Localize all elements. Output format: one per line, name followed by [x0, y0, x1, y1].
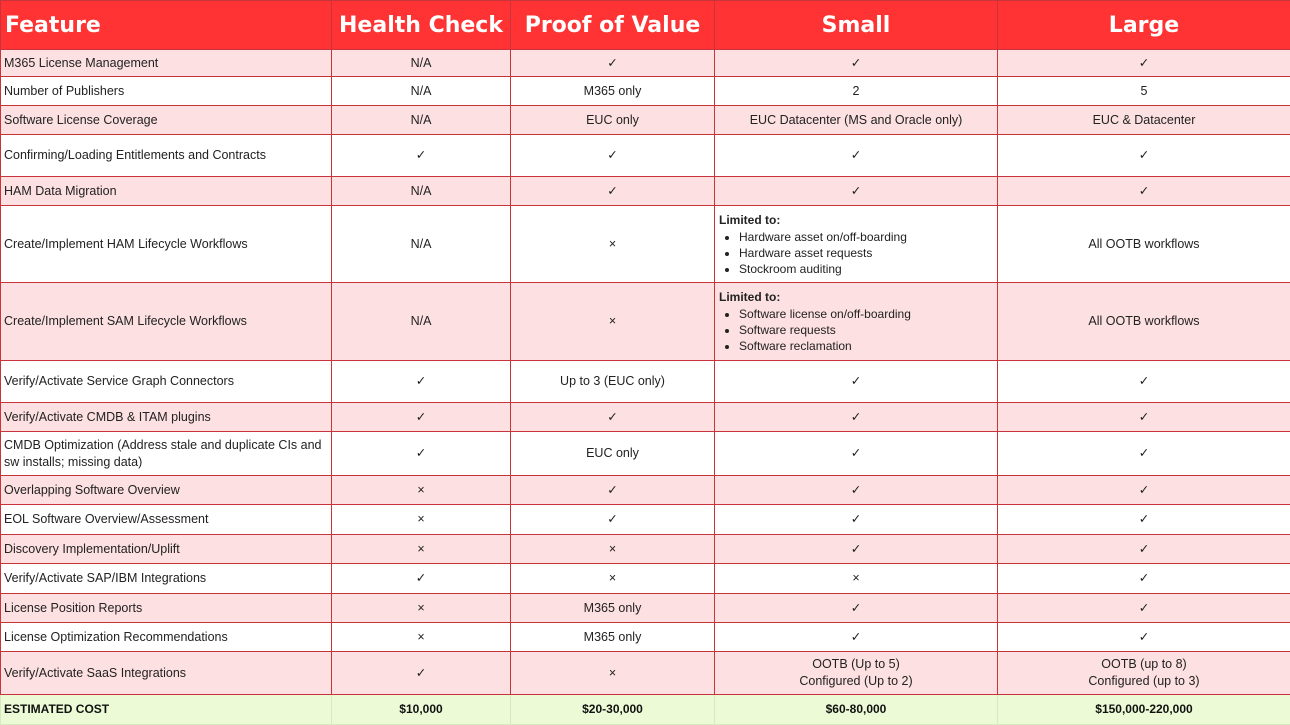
small-cell: ✓ [715, 177, 998, 206]
health-check-cell: N/A [332, 77, 511, 106]
feature-cell: License Position Reports [1, 594, 332, 623]
small-cell: OOTB (Up to 5) Configured (Up to 2) [715, 652, 998, 695]
list-item: • Hardware asset requests [739, 245, 993, 261]
small-cell: ✓ [715, 135, 998, 177]
large-cell: ✓ [998, 594, 1290, 623]
feature-cell: HAM Data Migration [1, 177, 332, 206]
table-row [1, 206, 1290, 283]
health-check-cell: N/A [332, 177, 511, 206]
small-cell: ✓ [715, 403, 998, 432]
small-cell: ✓ [715, 594, 998, 623]
feature-cell: Discovery Implementation/Uplift [1, 535, 332, 564]
header-row [1, 1, 1290, 50]
health-check-cell: N/A [332, 283, 511, 361]
large-cell: All OOTB workflows [998, 283, 1290, 361]
large-cell: OOTB (up to 8) Configured (up to 3) [998, 652, 1290, 695]
proof-of-value-cell: × [511, 564, 715, 594]
feature-cell: Confirming/Loading Entitlements and Contracts [1, 135, 332, 177]
health-check-cell: ✓ [332, 403, 511, 432]
proof-of-value-cell: M365 only [511, 594, 715, 623]
cost-label: ESTIMATED COST [1, 695, 332, 725]
feature-cell: M365 License Management [1, 50, 332, 77]
header-small: Small [715, 1, 998, 50]
small-cell: ✓ [715, 535, 998, 564]
feature-cell: CMDB Optimization (Address stale and duplicate CIs and sw installs; missing data) [1, 432, 332, 476]
proof-of-value-cell: M365 only [511, 623, 715, 652]
cost-small: $60-80,000 [715, 695, 998, 725]
health-check-cell: ✓ [332, 652, 511, 695]
proof-of-value-cell: ✓ [511, 50, 715, 77]
health-check-cell: × [332, 505, 511, 535]
table-row [1, 177, 1290, 206]
table-row [1, 77, 1290, 106]
small-cell: ✓ [715, 361, 998, 403]
proof-of-value-cell: × [511, 206, 715, 283]
large-cell: ✓ [998, 177, 1290, 206]
large-cell: ✓ [998, 623, 1290, 652]
large-cell: ✓ [998, 432, 1290, 476]
feature-cell: Verify/Activate SAP/IBM Integrations [1, 564, 332, 594]
large-cell: EUC & Datacenter [998, 106, 1290, 135]
header-proof-of-value: Proof of Value [511, 1, 715, 50]
small-cell [715, 283, 998, 361]
large-cell: ✓ [998, 361, 1290, 403]
limited-to-list [719, 229, 993, 277]
table-row [1, 432, 1290, 476]
table-row [1, 50, 1290, 77]
cost-proof-of-value: $20-30,000 [511, 695, 715, 725]
health-check-cell: N/A [332, 106, 511, 135]
table-row [1, 652, 1290, 695]
feature-cell: License Optimization Recommendations [1, 623, 332, 652]
cost-health-check: $10,000 [332, 695, 511, 725]
large-cell: ✓ [998, 535, 1290, 564]
proof-of-value-cell: ✓ [511, 505, 715, 535]
proof-of-value-cell: ✓ [511, 403, 715, 432]
health-check-cell: × [332, 594, 511, 623]
large-cell: ✓ [998, 505, 1290, 535]
proof-of-value-cell: × [511, 652, 715, 695]
small-cell: 2 [715, 77, 998, 106]
small-cell: × [715, 564, 998, 594]
feature-cell: Verify/Activate SaaS Integrations [1, 652, 332, 695]
small-cell: ✓ [715, 432, 998, 476]
table-row [1, 535, 1290, 564]
health-check-cell: × [332, 623, 511, 652]
table-row [1, 623, 1290, 652]
feature-cell: EOL Software Overview/Assessment [1, 505, 332, 535]
proof-of-value-cell: × [511, 283, 715, 361]
health-check-cell: × [332, 535, 511, 564]
small-cell: ✓ [715, 50, 998, 77]
table-row [1, 135, 1290, 177]
proof-of-value-cell: M365 only [511, 77, 715, 106]
feature-cell: Verify/Activate Service Graph Connectors [1, 361, 332, 403]
feature-cell: Software License Coverage [1, 106, 332, 135]
health-check-cell: ✓ [332, 432, 511, 476]
list-item: • Hardware asset on/off-boarding [739, 229, 993, 245]
limited-to-label: Limited to: [719, 212, 781, 227]
large-cell: 5 [998, 77, 1290, 106]
large-cell: All OOTB workflows [998, 206, 1290, 283]
header-feature: Feature [1, 1, 332, 50]
small-cell: ✓ [715, 476, 998, 505]
health-check-cell: ✓ [332, 361, 511, 403]
table-row [1, 403, 1290, 432]
large-cell: ✓ [998, 564, 1290, 594]
feature-cell: Verify/Activate CMDB & ITAM plugins [1, 403, 332, 432]
small-cell: EUC Datacenter (MS and Oracle only) [715, 106, 998, 135]
proof-of-value-cell: ✓ [511, 476, 715, 505]
feature-cell: Overlapping Software Overview [1, 476, 332, 505]
proof-of-value-cell: × [511, 535, 715, 564]
table-row [1, 361, 1290, 403]
proof-of-value-cell: EUC only [511, 106, 715, 135]
proof-of-value-cell: EUC only [511, 432, 715, 476]
list-item: • Stockroom auditing [739, 261, 993, 277]
table-row [1, 476, 1290, 505]
table-row [1, 505, 1290, 535]
health-check-cell: N/A [332, 206, 511, 283]
cost-large: $150,000-220,000 [998, 695, 1290, 725]
limited-to-label: Limited to: [719, 290, 781, 304]
large-cell: ✓ [998, 403, 1290, 432]
large-cell: ✓ [998, 476, 1290, 505]
table-row [1, 283, 1290, 361]
health-check-cell: × [332, 476, 511, 505]
health-check-cell: ✓ [332, 564, 511, 594]
small-cell [715, 206, 998, 283]
small-cell: ✓ [715, 505, 998, 535]
health-check-cell: N/A [332, 50, 511, 77]
list-item: • Software requests [739, 322, 993, 338]
list-item: • Software license on/off-boarding [739, 306, 993, 322]
small-cell: ✓ [715, 623, 998, 652]
proof-of-value-cell: ✓ [511, 135, 715, 177]
large-cell: ✓ [998, 50, 1290, 77]
table-row [1, 594, 1290, 623]
estimated-cost-row [1, 695, 1290, 725]
limited-to-list [719, 306, 993, 354]
feature-cell: Create/Implement HAM Lifecycle Workflows [1, 206, 332, 283]
feature-cell: Number of Publishers [1, 77, 332, 106]
feature-cell: Create/Implement SAM Lifecycle Workflows [1, 283, 332, 361]
health-check-cell: ✓ [332, 135, 511, 177]
header-health-check: Health Check [332, 1, 511, 50]
proof-of-value-cell: ✓ [511, 177, 715, 206]
table-row [1, 106, 1290, 135]
table-row [1, 564, 1290, 594]
list-item: • Software reclamation [739, 338, 993, 354]
proof-of-value-cell: Up to 3 (EUC only) [511, 361, 715, 403]
header-large: Large [998, 1, 1290, 50]
large-cell: ✓ [998, 135, 1290, 177]
